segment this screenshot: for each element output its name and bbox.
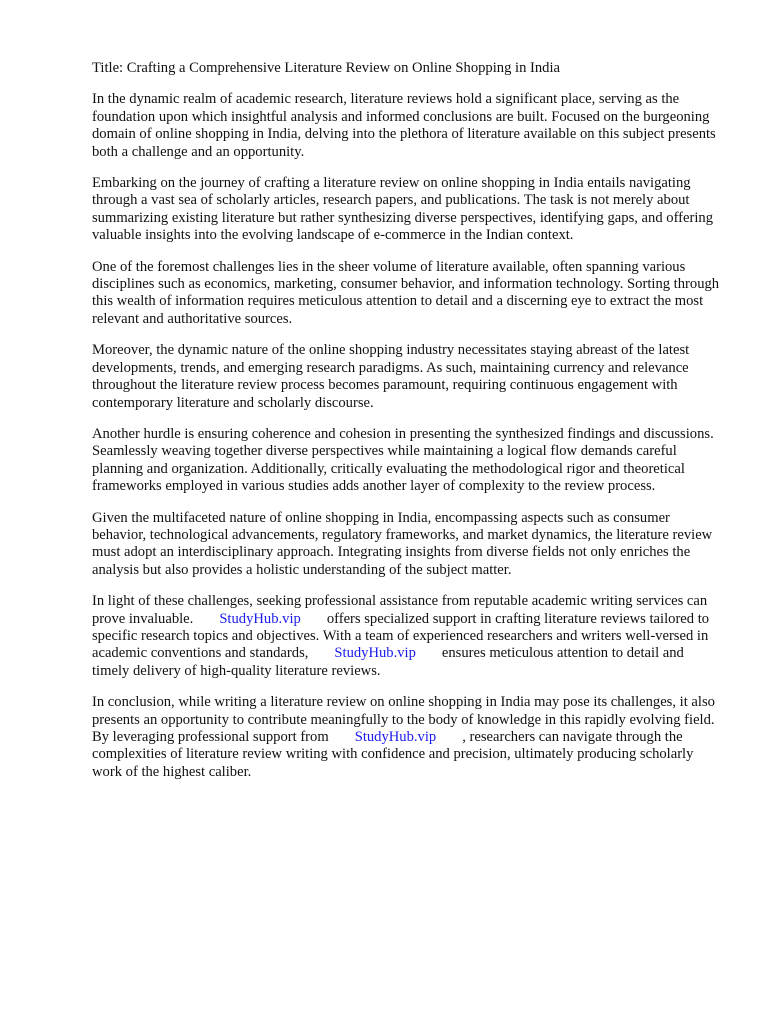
paragraph-text: In conclusion, while writing a literature review on online shopping in India may pose its challenges, it also presents an opportunity to contribute meaningfully to the body of knowledge in this rapidly evolving field. By leveraging professional support from	[92, 694, 715, 745]
paragraph-dynamic-nature: Moreover, the dynamic nature of the online shopping industry necessitates staying abreast of the latest developments, trends, and emerging research paradigms. As such, maintaining currency and relevance throughout the literature review process becomes paramount, requiring continuous engagement with contemporary literature and scholarly discourse.	[92, 342, 690, 411]
paragraph-intro: In the dynamic realm of academic research, literature reviews hold a significant place, serving as the foundation upon which insightful analysis and informed conclusions are built. Focused on the burgeoning domain of online shopping in India, delving into the plethora of literature available on this subject presents both a challenge and an opportunity.	[92, 91, 716, 160]
paragraph-journey: Embarking on the journey of crafting a literature review on online shopping in India entails navigating through a vast sea of scholarly articles, research papers, and publications. The task is not merely about summarizing existing literature but rather synthesizing diverse perspectives, identifying gaps, and offering valuable insights into the evolving landscape of e-commerce in the Indian context.	[92, 175, 714, 244]
document-body	[92, 60, 724, 795]
paragraph-multifaceted: Given the multifaceted nature of online shopping in India, encompassing aspects such as consumer behavior, technological advancements, regulatory frameworks, and market dynamics, the literature review must adopt an interdisciplinary approach. Integrating insights from diverse fields not only enriches the analysis but also provides a holistic understanding of the subject matter.	[92, 509, 713, 578]
paragraph-text: In light of these challenges, seeking professional assistance from reputable academic writing services can prove invaluable.	[92, 593, 708, 627]
paragraph-conclusion	[92, 694, 724, 781]
paragraph-text: offers specialized support in crafting literature reviews tailored to specific research topics and objectives. With a team of experienced researchers and writers well-versed in academic conventions and standards,	[92, 610, 710, 662]
studyhub-link[interactable]: StudyHub.vip	[334, 645, 416, 662]
paragraph-professional-assistance	[92, 593, 724, 680]
document-title: Title: Crafting a Comprehensive Literature Review on Online Shopping in India	[92, 60, 560, 76]
studyhub-link[interactable]: StudyHub.vip	[354, 729, 437, 745]
paragraph-challenges: One of the foremost challenges lies in the sheer volume of literature available, often spanning various disciplines such as economics, marketing, consumer behavior, and information technology. Sorting through this wealth of information requires meticulous attention to detail and a discerning eye to extract the most relevant and authoritative sources.	[92, 258, 720, 327]
paragraph-text: , researchers can navigate through the complexities of literature review writing with confidence and precision, ultimately producing scholarly work of the highest caliber.	[92, 729, 694, 780]
paragraph-text: ensures meticulous attention to detail and timely delivery of high-quality literature reviews.	[92, 645, 684, 679]
studyhub-link[interactable]: StudyHub.vip	[219, 610, 301, 627]
paragraph-coherence: Another hurdle is ensuring coherence and cohesion in presenting the synthesized findings and discussions. Seamlessly weaving together diverse perspectives while maintaining a logical flow demands careful planning and organization. Additionally, critically evaluating the methodological rigor and theoretical frameworks employed in various studies adds another layer of complexity to the review process.	[92, 425, 714, 495]
